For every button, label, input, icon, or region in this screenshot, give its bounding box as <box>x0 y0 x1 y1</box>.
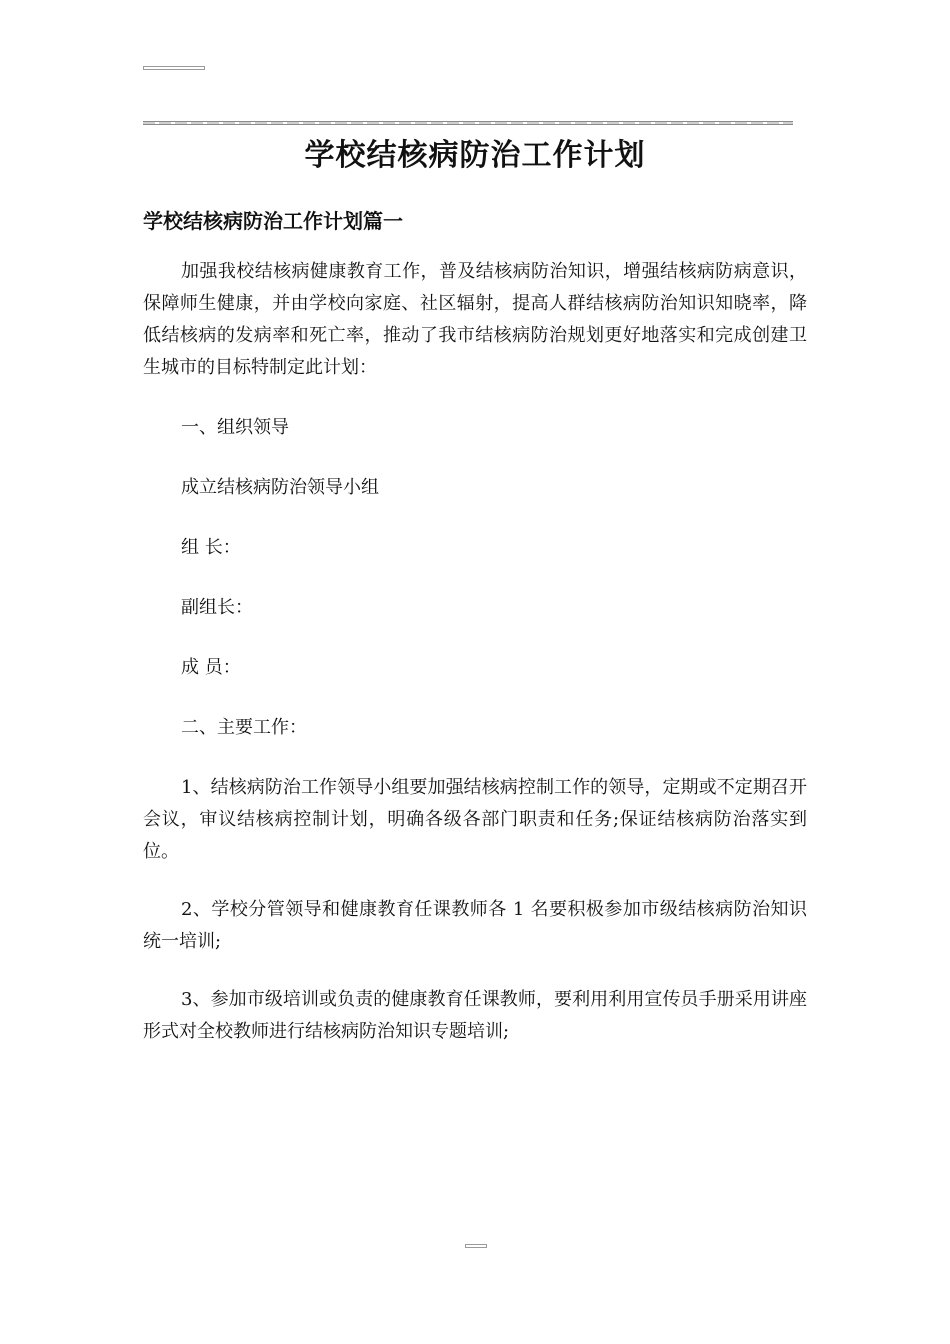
document-body <box>143 256 807 1048</box>
paragraph-members: 成 员： <box>181 657 241 678</box>
work-item-2: 2、学校分管领导和健康教育任课教师各 1 名要积极参加市级结核病防治知识统一培训; <box>143 899 807 952</box>
section-subtitle: 学校结核病防治工作计划篇一 <box>143 209 403 233</box>
paragraph-group-leader: 组 长： <box>181 537 241 558</box>
work-item-3: 3、参加市级培训或负责的健康教育任课教师，要利用利用宣传员手册采用讲座形式对全校教师进行结核病防治知识专题培训; <box>143 989 807 1042</box>
paragraph-deputy-leader: 副组长： <box>181 597 253 618</box>
paragraph-leadership-group: 成立结核病防治领导小组 <box>181 477 379 498</box>
intro-paragraph: 加强我校结核病健康教育工作，普及结核病防治知识，增强结核病防病意识，保障师生健康，并由学校向家庭、社区辐射，提高人群结核病防治知识知晓率，降低结核病的发病率和死亡率，推动了我市结核病防治规划更好地落实和完成创建卫生城市的目标特制定此计划： <box>143 261 807 378</box>
header-rule <box>143 121 793 125</box>
page-top-mark <box>143 66 205 70</box>
document-title: 学校结核病防治工作计划 <box>304 138 646 173</box>
page-bottom-mark <box>465 1244 487 1248</box>
section-heading-organization: 一、组织领导 <box>181 417 289 438</box>
work-item-1: 1、结核病防治工作领导小组要加强结核病控制工作的领导，定期或不定期召开会议，审议结核病控制计划，明确各级各部门职责和任务;保证结核病防治落实到位。 <box>143 777 807 862</box>
section-heading-main-work: 二、主要工作： <box>181 717 307 738</box>
